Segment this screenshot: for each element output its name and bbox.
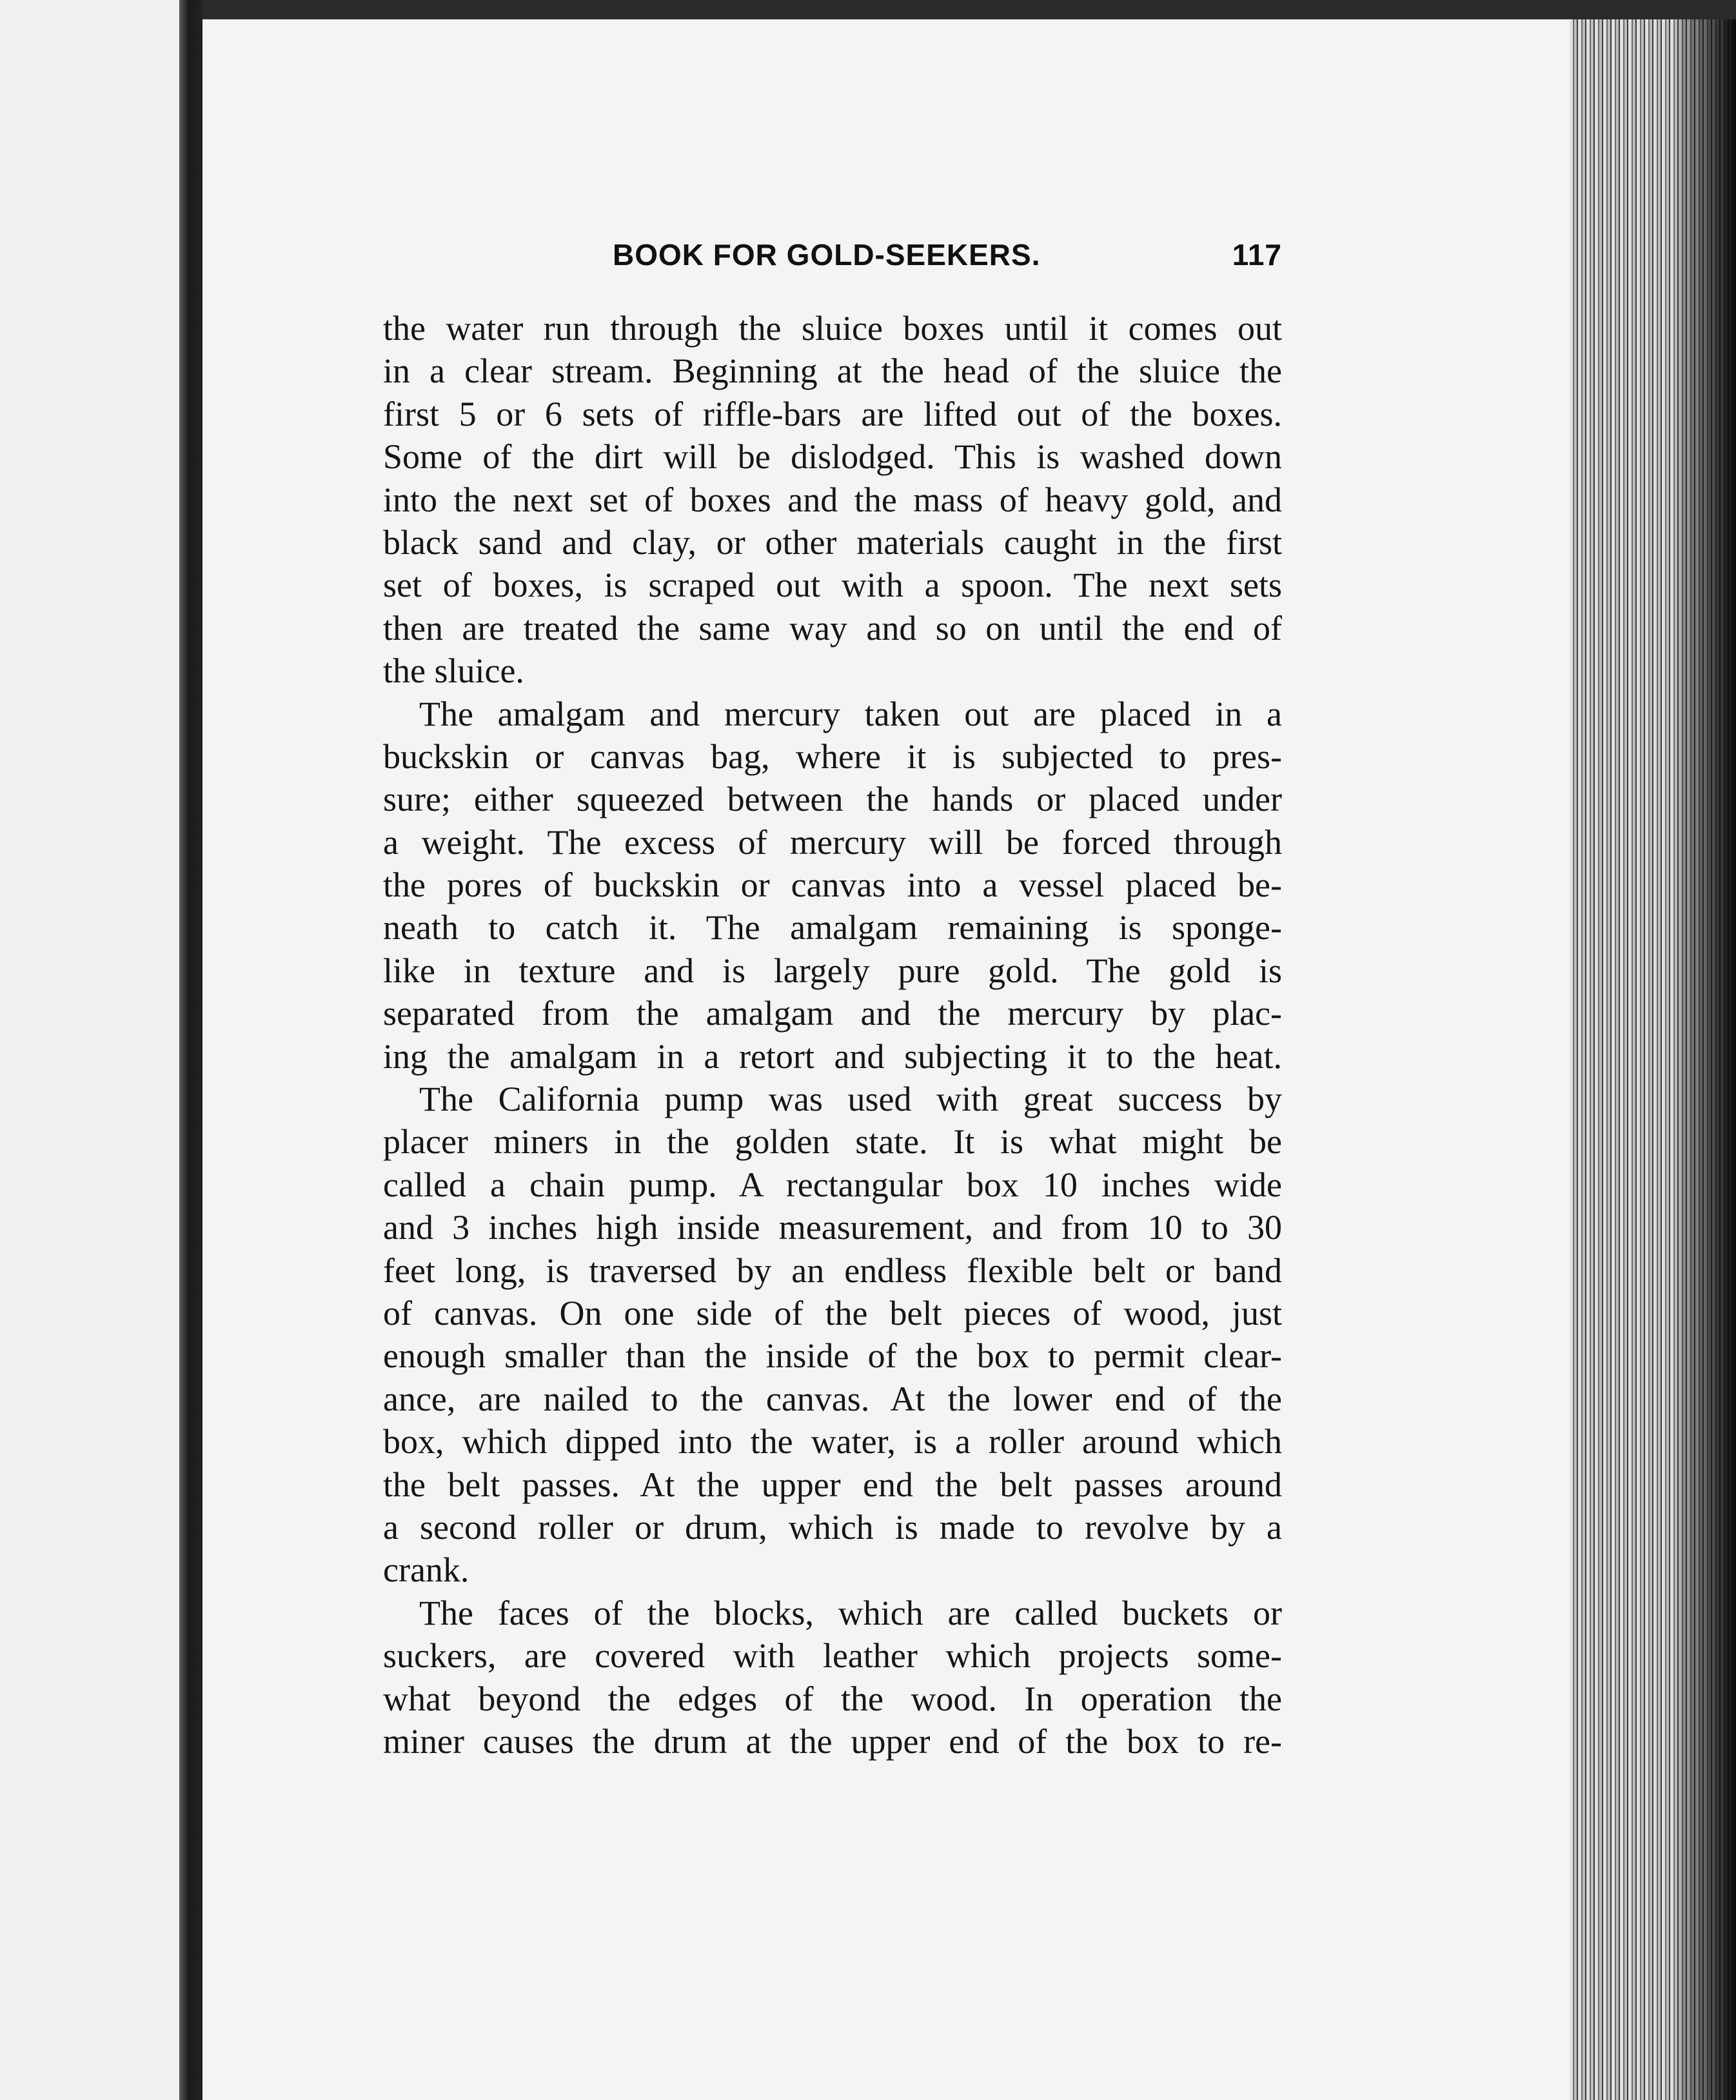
text-line: the sluice. — [383, 651, 524, 691]
text-line: The faces of the blocks, which are called buckets or — [419, 1593, 1282, 1632]
running-header — [613, 237, 1282, 282]
text-line: set of boxes, is scraped out with a spoon. The next sets — [383, 566, 1282, 605]
text-line: placer miners in the golden state. It is what might be — [383, 1122, 1282, 1162]
text-line: separated from the amalgam and the mercury by plac- — [383, 994, 1282, 1033]
text-line: black sand and clay, or other materials caught in the first — [383, 522, 1282, 562]
running-title: BOOK FOR GOLD-SEEKERS. — [613, 238, 1041, 272]
text-line: into the next set of boxes and the mass of heavy gold, and — [383, 480, 1282, 519]
text-line: crank. — [383, 1550, 469, 1590]
text-line: the belt passes. At the upper end the belt passes around — [383, 1465, 1282, 1504]
text-line: miner causes the drum at the upper end of the box to re- — [383, 1721, 1282, 1761]
book-gutter — [179, 0, 202, 2100]
text-line: box, which dipped into the water, is a roller around which — [383, 1422, 1282, 1461]
body-text — [383, 307, 1282, 1763]
text-line: a second roller or drum, which is made to revolve by a — [383, 1507, 1282, 1547]
text-line: then are treated the same way and so on until the end of — [383, 608, 1282, 648]
text-line: enough smaller than the inside of the box to permit clear- — [383, 1336, 1282, 1376]
text-line: and 3 inches high inside measurement, and from 10 to 30 — [383, 1208, 1282, 1247]
text-line: a weight. The excess of mercury will be forced through — [383, 822, 1282, 862]
text-line: ing the amalgam in a retort and subjecting it to the heat. — [383, 1036, 1282, 1076]
text-line: in a clear stream. Beginning at the head of the sluice the — [383, 352, 1282, 391]
text-line: neath to catch it. The amalgam remaining is sponge- — [383, 908, 1282, 947]
page-number: 117 — [1232, 238, 1282, 272]
text-line: Some of the dirt will be dislodged. This is washed down — [383, 437, 1282, 477]
text-line: The amalgam and mercury taken out are placed in a — [419, 694, 1282, 733]
text-line: like in texture and is largely pure gold. The gold is — [383, 951, 1282, 990]
text-line: the water run through the sluice boxes until it comes out — [383, 309, 1282, 348]
text-line: called a chain pump. A rectangular box 10 inches wide — [383, 1165, 1282, 1204]
text-line: ance, are nailed to the canvas. At the lower end of the — [383, 1379, 1282, 1418]
text-line: the pores of buckskin or canvas into a vessel placed be- — [383, 866, 1282, 905]
text-line: sure; either squeezed between the hands or placed under — [383, 780, 1282, 819]
text-line: buckskin or canvas bag, where it is subjected to pres- — [383, 737, 1282, 776]
text-line: first 5 or 6 sets of riffle-bars are lifted out of the boxes. — [383, 394, 1282, 433]
page-block-edges — [1570, 19, 1736, 2100]
facing-page-edge — [0, 0, 179, 2100]
text-line: The California pump was used with great success by — [419, 1080, 1282, 1119]
text-line: feet long, is traversed by an endless flexible belt or band — [383, 1251, 1282, 1290]
text-line: suckers, are covered with leather which projects some- — [383, 1636, 1282, 1676]
text-line: of canvas. On one side of the belt pieces of wood, just — [383, 1293, 1282, 1332]
text-line: what beyond the edges of the wood. In operation the — [383, 1679, 1282, 1718]
